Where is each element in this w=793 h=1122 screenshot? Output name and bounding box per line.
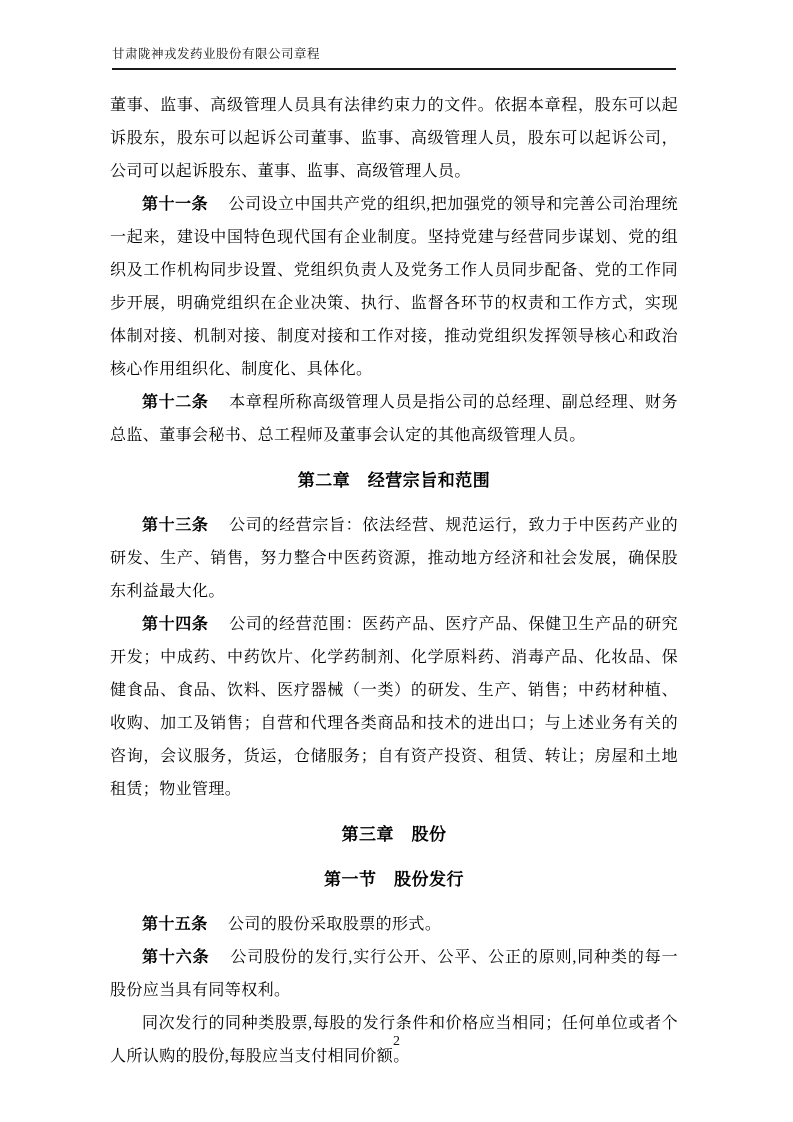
article-12 [110,386,678,452]
article-13-label: 第十三条 [142,517,209,534]
article-16-label: 第十六条 [142,949,210,966]
article-16 [110,941,678,1007]
article-12-text: 本章程所称高级管理人员是指公司的总经理、副总经理、财务总监、董事会秘书、总工程师及董事会认定的其他高级管理人员。 [110,394,678,444]
article-11-label: 第十一条 [142,196,208,213]
article-11 [110,188,678,386]
paragraph-text: 董事、监事、高级管理人员具有法律约束力的文件。依据本章程，股东可以起诉股东，股东可以起诉公司董事、监事、高级管理人员，股东可以起诉公司，公司可以起诉股东、董事、监事、高级管理人员。 [110,97,678,180]
paragraph-continuation [110,89,678,188]
article-15 [110,908,678,941]
chapter-2-heading: 第二章 经营宗旨和范围 [297,471,491,490]
paragraph-text: 同次发行的同种类股票,每股的发行条件和价格应当相同；任何单位或者个人所认购的股份,每股应当支付相同价额。 [110,1015,678,1065]
page-footer [0,1032,793,1050]
article-14-text: 公司的经营范围：医药产品、医疗产品、保健卫生产品的研究开发；中成药、中药饮片、化学药制剂、化学原料药、消毒产品、化妆品、保健食品、食品、饮料、医疗器械（一类）的研发、生产、销售；中药材种植、收购、加工及销售；自营和代理各类商品和技术的进出口；与上述业务有关的咨询，会议服务，货运，仓储服务；自有资产投资、租赁、转让；房屋和土地租赁；物业管理。 [110,616,678,798]
article-15-text: 公司的股份采取股票的形式。 [228,916,442,933]
article-14-label: 第十四条 [142,616,209,633]
article-13-text: 公司的经营宗旨：依法经营、规范运行，致力于中医药产业的研发、生产、销售，努力整合中医药资源，推动地方经济和社会发展，确保股东利益最大化。 [110,517,678,600]
article-14 [110,608,678,806]
page-number: 2 [393,1034,400,1049]
article-13 [110,509,678,608]
section-1-heading: 第一节 股份发行 [324,870,464,889]
header-title: 甘肃陇神戎发药业股份有限公司章程 [112,47,321,61]
chapter-3-heading: 第三章 股份 [341,825,447,844]
page-header [112,46,676,70]
article-11-text: 公司设立中国共产党的组织,把加强党的领导和完善公司治理统一起来，建设中国特色现代国有企业制度。坚持党建与经营同步谋划、党的组织及工作机构同步设置、党组织负责人及党务工作人员同步配备、党的工作同步开展，明确党组织在企业决策、执行、监督各环节的权责和工作方式，实现体制对接、机制对接、制度对接和工作对接，推动党组织发挥领导核心和政治核心作用组织化、制度化、具体化。 [110,196,679,378]
article-12-label: 第十二条 [142,394,209,411]
article-16-text: 公司股份的发行,实行公开、公平、公正的原则,同种类的每一股份应当具有同等权利。 [110,949,679,999]
article-15-label: 第十五条 [142,916,208,933]
document-body [110,89,678,1073]
